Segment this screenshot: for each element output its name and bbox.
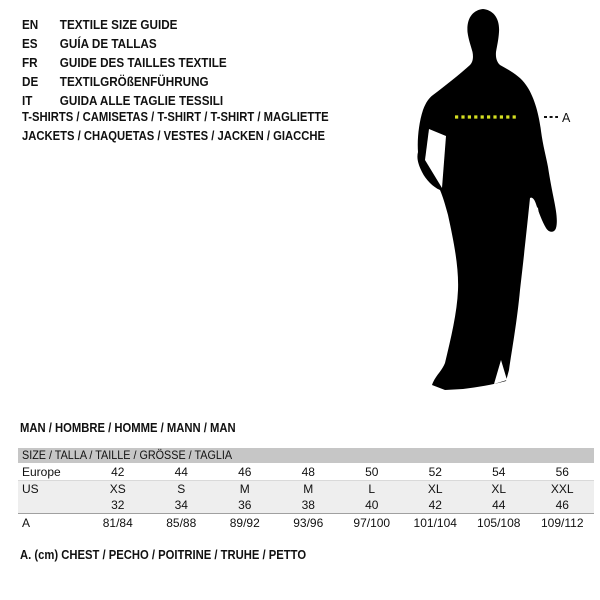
size-value: 44 [492, 498, 506, 512]
size-row-us-numeric [18, 497, 594, 513]
measurement-footnote [20, 548, 338, 562]
size-value: 36 [238, 498, 252, 512]
size-value: 38 [301, 498, 315, 512]
size-value: 105/108 [477, 516, 521, 530]
size-table-header-text: SIZE / TALLA / TAILLE / GRÖSSE / TAGLIA [22, 448, 233, 462]
size-value: XS [109, 482, 126, 496]
measurement-footnote-text: A. (cm) CHEST / PECHO / POITRINE / TRUHE / PETTO [20, 548, 307, 562]
size-row-chest [18, 513, 594, 532]
language-code: DE [22, 74, 39, 89]
size-row-label: Europe [22, 464, 61, 479]
size-value: 89/92 [229, 516, 260, 530]
size-value: XXL [550, 482, 574, 496]
size-value: M [303, 482, 314, 496]
size-row-us-letters [18, 481, 594, 497]
size-value: 48 [301, 464, 315, 479]
category-jackets: JACKETS / CHAQUETAS / VESTES / JACKEN / GIACCHE [22, 128, 325, 143]
language-code: IT [22, 93, 33, 108]
guide-title: GUIDA ALLE TAGLIE TESSILI [59, 93, 224, 108]
guide-title: TEXTILE SIZE GUIDE [59, 17, 178, 32]
size-value: S [177, 482, 186, 496]
size-value: 34 [174, 498, 188, 512]
size-row-europe [18, 463, 594, 480]
size-value: M [239, 482, 250, 496]
language-code: EN [22, 17, 39, 32]
language-row [22, 15, 227, 34]
size-value: 44 [174, 464, 188, 479]
size-value: 42 [111, 464, 125, 479]
measure-label-a: A [562, 111, 571, 125]
category-tshirts: T-SHIRTS / CAMISETAS / T-SHIRT / T-SHIRT / MAGLIETTE [22, 110, 329, 124]
size-value: 81/84 [102, 516, 133, 530]
size-value: 101/104 [413, 516, 457, 530]
size-value: 93/96 [293, 516, 324, 530]
man-figure [393, 4, 577, 396]
category-list [22, 108, 363, 145]
size-value: 32 [111, 498, 125, 512]
language-code: FR [22, 55, 38, 70]
language-list [22, 15, 249, 110]
language-row [22, 53, 227, 72]
size-value: 42 [428, 498, 442, 512]
section-title-man [20, 421, 260, 435]
language-row [22, 34, 227, 53]
size-value: 40 [365, 498, 379, 512]
size-value: 109/112 [541, 516, 584, 530]
size-value: 56 [555, 464, 569, 479]
size-value: 97/100 [353, 516, 391, 530]
size-value: L [368, 482, 376, 496]
size-value: 52 [428, 464, 442, 479]
language-row [22, 72, 227, 91]
guide-title: GUÍA DE TALLAS [59, 36, 157, 51]
size-row-label: US [22, 482, 39, 496]
size-value: 46 [238, 464, 252, 479]
size-value: 46 [555, 498, 569, 512]
size-value: XL [427, 482, 443, 496]
size-value: 85/88 [166, 516, 197, 530]
size-table [18, 448, 594, 532]
size-value: XL [491, 482, 507, 496]
size-value: 50 [365, 464, 379, 479]
section-title-text: MAN / HOMBRE / HOMME / MANN / MAN [20, 421, 236, 435]
us-size-band [18, 480, 594, 513]
language-code: ES [22, 36, 38, 51]
size-value: 54 [492, 464, 506, 479]
guide-title: GUIDE DES TAILLES TEXTILE [59, 55, 227, 70]
guide-title: TEXTILGRÖßENFÜHRUNG [59, 74, 209, 89]
man-silhouette [393, 4, 577, 396]
size-row-label: A [22, 516, 31, 530]
size-table-header [18, 448, 594, 463]
silhouette-body [417, 9, 556, 390]
